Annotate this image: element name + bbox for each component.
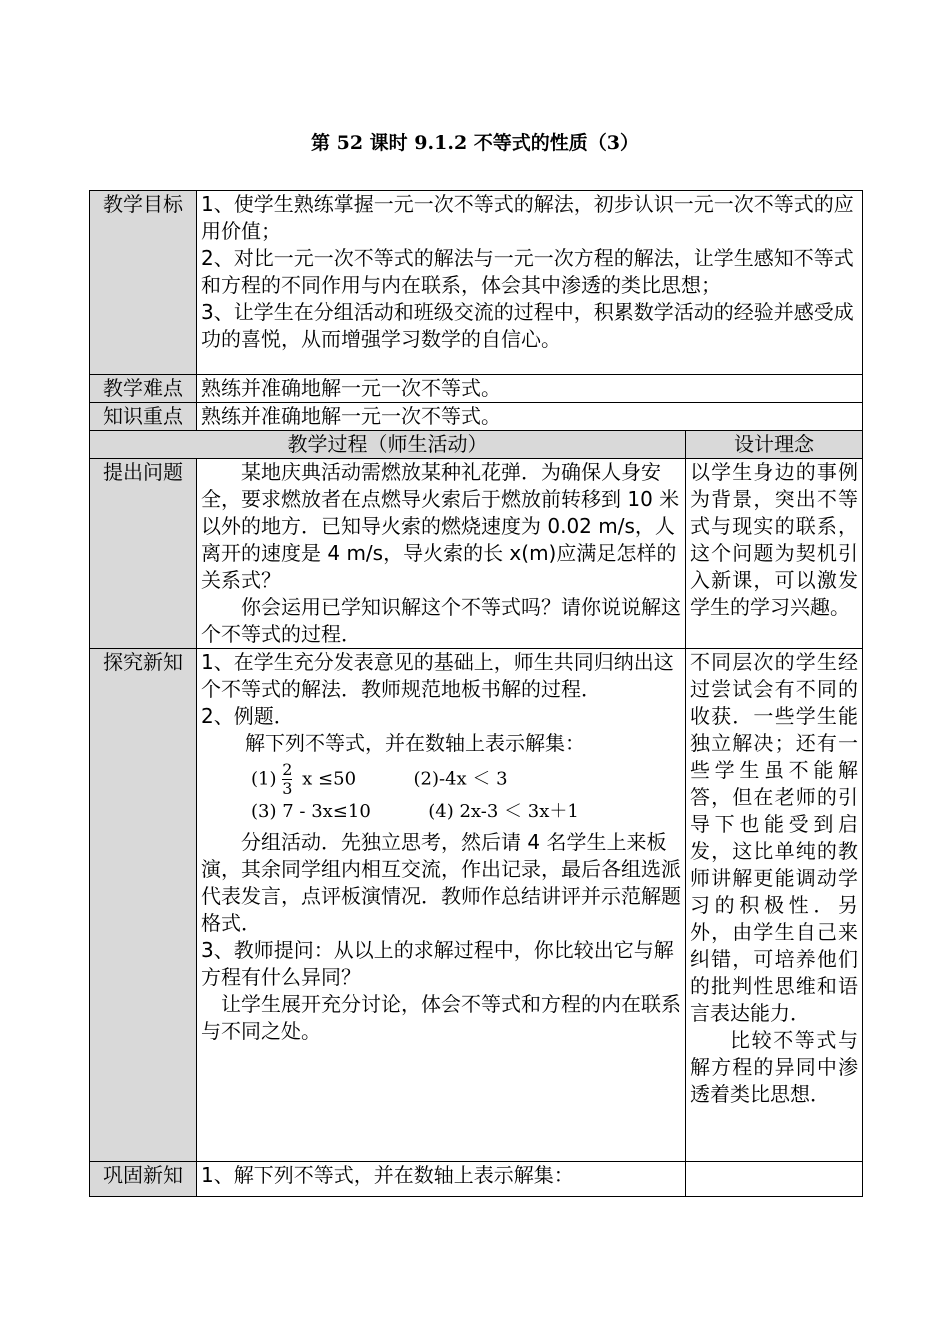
explore-paragraph-3: 解下列不等式，并在数轴上表示解集： bbox=[245, 731, 585, 755]
question-content bbox=[197, 459, 686, 649]
objective-item-3: 3、让学生在分组活动和班级交流的过程中，积累数学活动的经验并感受成功的喜悦，从而增强学习数学的自信心。 bbox=[201, 300, 854, 351]
explore-content bbox=[197, 649, 686, 1162]
equation-2: (2)-4x ＜ 3 bbox=[413, 768, 508, 790]
difficulty-label: 教学难点 bbox=[90, 375, 197, 403]
page-title: 第 52 课时 9.1.2 不等式的性质（3） bbox=[310, 132, 639, 154]
explore-paragraph-4: 分组活动．先独立思考，然后请 4 名学生上来板演，其余同学组内相互交流，作出记录，最后各组选派代表发言，点评板演情况．教师作总结讲评并示范解题格式． bbox=[201, 830, 681, 935]
explore-row bbox=[90, 649, 863, 1162]
objectives-label: 教学目标 bbox=[90, 191, 197, 375]
explore-design-2: 比较不等式与解方程的异同中渗透着类比思想． bbox=[690, 1028, 859, 1106]
equation-1-rest: x ≤50 bbox=[302, 768, 357, 790]
question-row bbox=[90, 459, 863, 649]
design-header: 设计理念 bbox=[686, 431, 863, 459]
objective-item-1: 1、使学生熟练掌握一元一次不等式的解法，初步认识一元一次不等式的应用价值； bbox=[201, 192, 854, 243]
question-paragraph-2: 你会运用已学知识解这个不等式吗？请你说说解这个不等式的过程． bbox=[201, 595, 681, 646]
fraction-numerator: 2 bbox=[282, 760, 293, 779]
header-row bbox=[90, 431, 863, 459]
difficulty-text: 熟练并准确地解一元一次不等式。 bbox=[197, 375, 863, 403]
objectives-row bbox=[90, 191, 863, 375]
explore-paragraph-1: 1、在学生充分发表意见的基础上，师生共同归纳出这个不等式的解法．教师规范地板书解的过程． bbox=[201, 650, 674, 701]
question-design: 以学生身边的事例为背景，突出不等式与现实的联系，这个问题为契机引入新课，可以激发学生的学习兴趣。 bbox=[686, 459, 863, 649]
key-point-row bbox=[90, 403, 863, 431]
fraction-denominator: 3 bbox=[282, 779, 293, 798]
key-point-text: 熟练并准确地解一元一次不等式。 bbox=[197, 403, 863, 431]
explore-paragraph-5: 3、教师提问：从以上的求解过程中，你比较出它与解方程有什么异同？ bbox=[201, 938, 674, 989]
explore-design-1: 不同层次的学生经过尝试会有不同的收获．一些学生能独立解决；还有一些学生虽不能解答，但在老师的引导下也能受到启发，这比单纯的教师讲解更能调动学习的积极性．另外，由学生自己来纠错，可培养他们的批判性思维和语言表达能力． bbox=[690, 650, 859, 1025]
explore-paragraph-6: 让学生展开充分讨论，体会不等式和方程的内在联系与不同之处。 bbox=[201, 992, 681, 1043]
objectives-content bbox=[197, 191, 863, 375]
objective-item-2: 2、对比一元一次不等式的解法与一元一次方程的解法，让学生感知不等式和方程的不同作用与内在联系，体会其中渗透的类比思想； bbox=[201, 246, 854, 297]
equation-4: (4) 2x-3 ＜ 3x＋1 bbox=[428, 801, 579, 822]
explore-label: 探究新知 bbox=[90, 649, 197, 1162]
consolidate-text: 1、解下列不等式，并在数轴上表示解集： bbox=[197, 1162, 686, 1197]
explore-paragraph-2: 2、例题． bbox=[201, 704, 294, 728]
consolidate-design bbox=[686, 1162, 863, 1197]
key-point-label: 知识重点 bbox=[90, 403, 197, 431]
difficulty-row bbox=[90, 375, 863, 403]
fraction-two-thirds bbox=[282, 761, 292, 798]
equation-3: (3) 7 - 3x≤10 bbox=[251, 801, 371, 822]
process-header: 教学过程（师生活动） bbox=[90, 431, 686, 459]
question-label: 提出问题 bbox=[90, 459, 197, 649]
question-paragraph-1: 某地庆典活动需燃放某种礼花弹．为确保人身安全，要求燃放者在点燃导火索后于燃放前转移到 10 米以外的地方．已知导火索的燃烧速度为 0.02 m/s，人离开的速度是 4 m/s，导火索的长 x(m)应满足怎样的关系式？ bbox=[201, 460, 680, 592]
explore-design bbox=[686, 649, 863, 1162]
equation-1-prefix: (1) bbox=[251, 768, 277, 790]
example-equations-row-2 bbox=[201, 798, 681, 825]
lesson-plan-table bbox=[89, 190, 863, 1197]
example-equations-row-1 bbox=[201, 761, 681, 798]
consolidate-row bbox=[90, 1162, 863, 1197]
consolidate-label: 巩固新知 bbox=[90, 1162, 197, 1197]
